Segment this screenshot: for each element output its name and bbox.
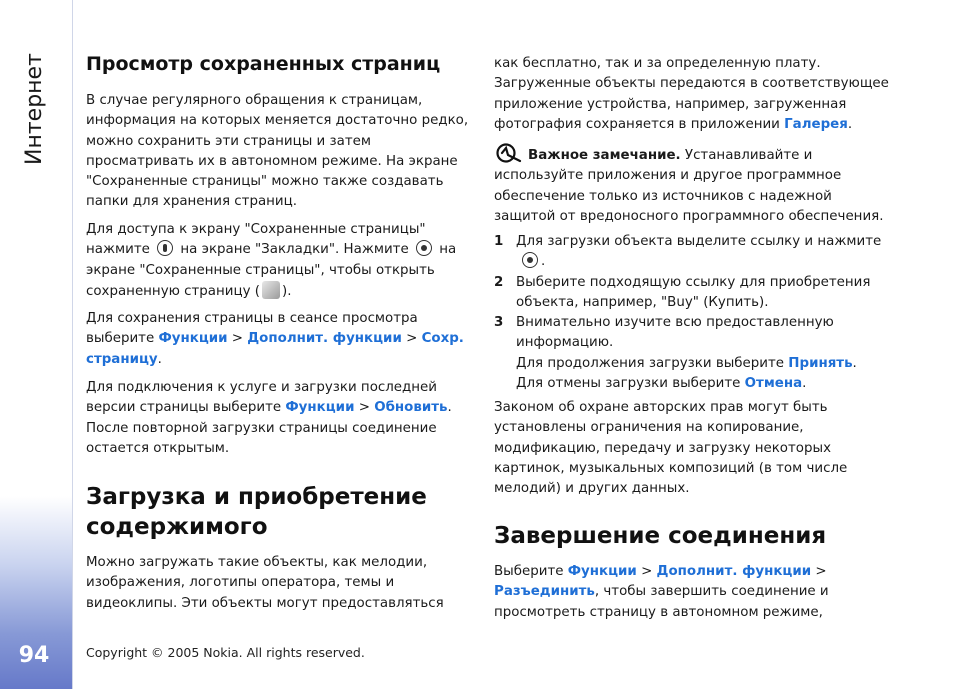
cancel-link[interactable]: Отмена (744, 375, 803, 391)
cancel-line (516, 374, 894, 394)
list-text: Выберите подходящую ссылку для приобретения объекта, например, "Buy" (Купить). (516, 275, 871, 311)
text: Для сохранения страницы в сеансе просмотра выберите (86, 311, 418, 347)
select-key-icon (416, 240, 432, 256)
menu-extra-functions-link[interactable]: Дополнит. функции (247, 331, 402, 347)
note-text: Устанавливайте и используйте приложения и другое программное обеспечение только из источников с надежной защитой от вредоносного программного обеспечения. (494, 148, 884, 224)
heading-saved-pages: Просмотр сохраненных страниц (86, 53, 441, 75)
paragraph-save-page (86, 309, 471, 370)
text: на экране "Закладки". Нажмите (180, 242, 409, 258)
list-item (494, 273, 894, 314)
text: Для доступа к экрану "Сохраненные страницы" нажмите (86, 222, 426, 258)
separator: > (636, 564, 657, 579)
list-number: 2 (494, 275, 504, 290)
section-title: Интернет (22, 53, 47, 165)
paragraph-saved-access (86, 220, 471, 302)
accept-link[interactable]: Принять (788, 355, 853, 371)
text: Для отмены загрузки выберите (516, 375, 741, 391)
paragraph-download-cont (494, 54, 894, 135)
separator: > (401, 331, 422, 347)
important-note (494, 143, 894, 227)
page-number: 94 (18, 643, 50, 668)
menu-reload-link[interactable]: Обновить (374, 400, 448, 416)
text: . (802, 375, 807, 391)
select-key-icon (522, 252, 538, 268)
list-text: Для загрузки объекта выделите ссылку и нажмите (516, 234, 882, 249)
text: Для продолжения загрузки выберите (516, 355, 785, 371)
paragraph-copyright-law: Законом об охране авторских прав могут быть установлены ограничения на копирование, модификацию, передачу и загрузку некоторых картинок, музыкальных композиций (в том числе мелодий) и других данных. (494, 400, 848, 497)
paragraph-disconnect (494, 562, 894, 623)
paragraph-download-intro: Можно загружать такие объекты, как мелодии, изображения, логотипы оператора, темы и видеоклипы. Эти объекты могут предоставляться (86, 555, 444, 611)
text: Выберите (494, 564, 564, 579)
heading-download: Загрузка и приобретение содержимого (86, 484, 427, 540)
menu-extra-functions-link[interactable]: Дополнит. функции (656, 564, 812, 579)
sidebar (0, 0, 73, 689)
text: . (852, 355, 857, 371)
saved-page-icon (262, 281, 280, 299)
menu-functions-link[interactable]: Функции (285, 400, 355, 416)
separator: > (811, 564, 827, 579)
menu-functions-link[interactable]: Функции (567, 564, 637, 579)
navigation-key-icon (157, 240, 173, 256)
list-text: Внимательно изучите всю предоставленную информацию. (516, 315, 834, 351)
heading-disconnect: Завершение соединения (494, 523, 827, 549)
note-label: Важное замечание. (528, 148, 681, 163)
paragraph-reload (86, 378, 471, 459)
text: , чтобы завершить соединение и просмотреть страницу в автономном режиме, (494, 584, 829, 620)
menu-disconnect-link[interactable]: Разъединить (494, 584, 595, 600)
list-number: 1 (494, 234, 504, 249)
text: на экране "Сохраненные страницы", чтобы открыть сохраненную страницу ( (86, 242, 457, 299)
text: . (157, 351, 162, 367)
text: . (541, 254, 546, 270)
text: . После повторной загрузки страницы соединение остается открытым. (86, 400, 452, 456)
menu-save-page-link[interactable]: Сохр. страницу (86, 331, 464, 367)
warning-hand-icon (494, 143, 522, 163)
footer-copyright: Copyright © 2005 Nokia. All rights reserved. (86, 645, 365, 660)
separator: > (227, 331, 248, 347)
paragraph-saved-intro: В случае регулярного обращения к страницам, информация на которых меняется достаточно редко, можно сохранить эти страницы и затем просматривать их в автономном режиме. На экране "Сохраненные страницы" можно также создавать папки для хранения страниц. (86, 93, 469, 210)
text: . (847, 116, 853, 132)
list-item (494, 313, 894, 394)
separator: > (354, 400, 375, 416)
list-number: 3 (494, 315, 504, 330)
text: ). (282, 283, 292, 299)
text: как бесплатно, так и за определенную плату. Загруженные объекты передаются в соответствующее приложение устройства, например, загруженная фотография сохраняется в приложении (494, 56, 889, 132)
gallery-link[interactable]: Галерея (784, 116, 848, 132)
menu-functions-link[interactable]: Функции (158, 331, 228, 347)
text: Для подключения к услуге и загрузки последней версии страницы выберите (86, 380, 437, 416)
accept-line (516, 354, 894, 374)
list-item (494, 232, 894, 273)
